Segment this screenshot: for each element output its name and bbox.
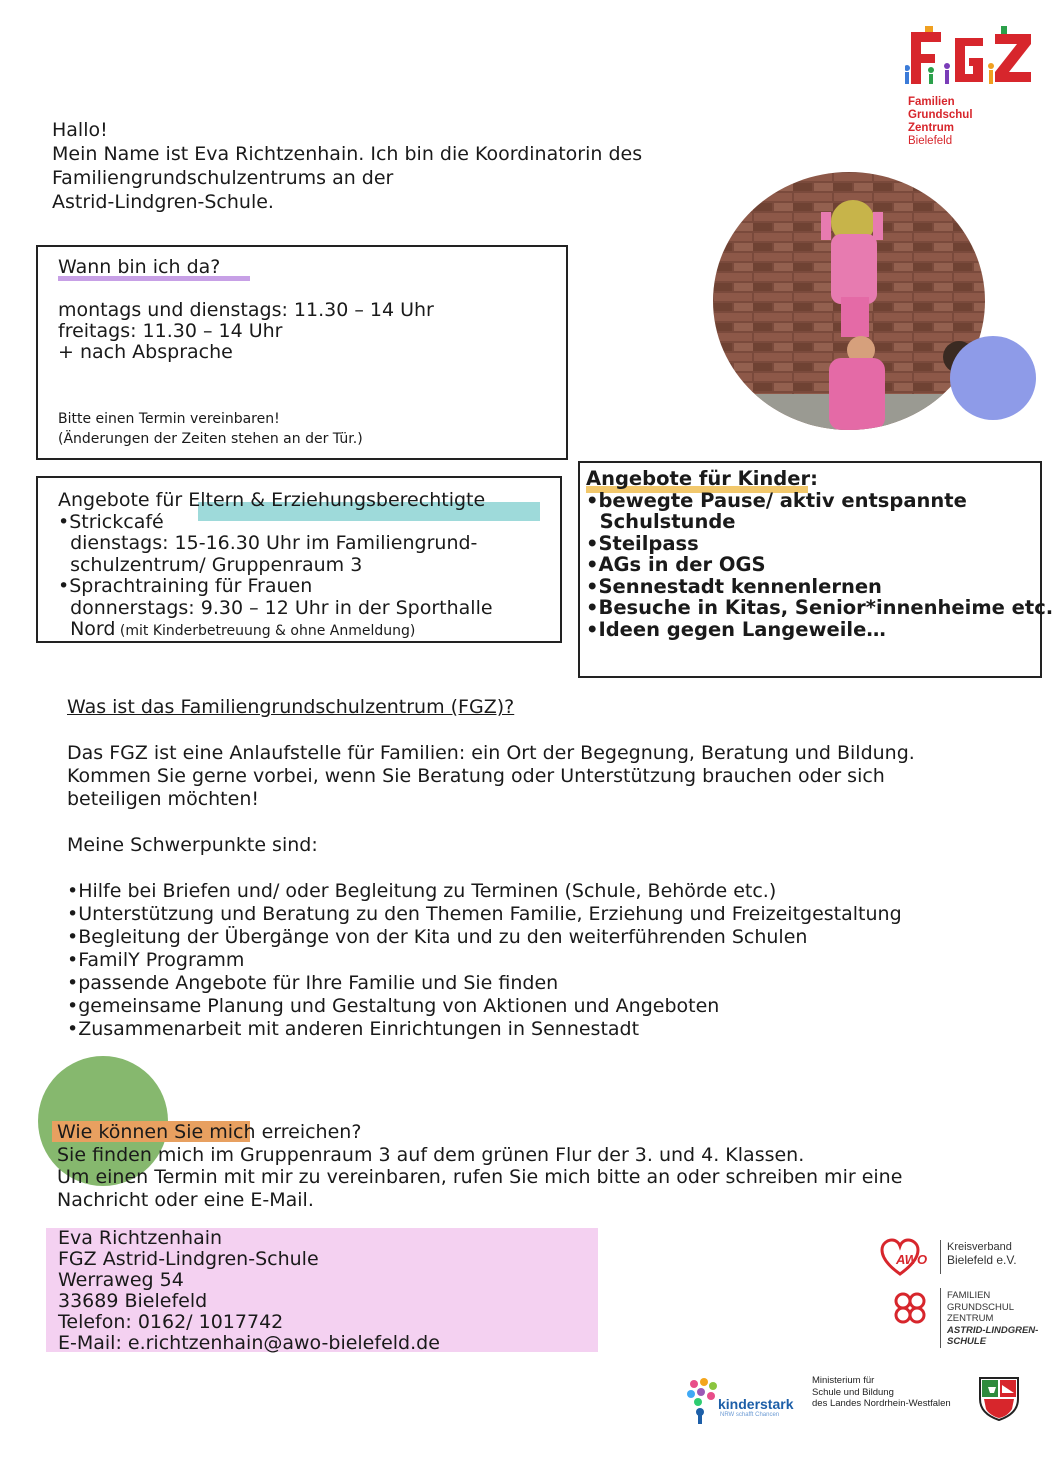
intro-line: Hallo! [52,119,108,141]
about-paragraph-line: Das FGZ ist eine Anlaufstelle für Familien: ein Ort der Begegnung, Beratung und Bildung. [67,742,915,764]
contact-city: 33689 Bielefeld [58,1290,208,1312]
parents-offer-line: dienstags: 15-16.30 Uhr im Familiengrund- [58,532,478,554]
note-line: Bitte einen Termin vereinbaren! [58,411,280,427]
divider [940,1240,941,1274]
focus-item: •FamilY Programm [67,949,245,971]
contact-block [58,1228,440,1354]
office-hours-list [58,300,434,363]
kids-offer-item: •Steilpass [586,531,699,555]
parents-offer-line-last [58,619,493,643]
office-hours-note [58,409,363,449]
contact-name: Eva Richtzenhain [58,1227,223,1249]
kids-offer-item: •AGs in der OGS [586,553,766,576]
logo-caption [908,96,973,148]
focus-item: •Begleitung der Übergänge von der Kita und zu den weiterführenden Schulen [67,926,808,948]
reach-line: Um einen Termin mit mir zu vereinbaren, rufen Sie mich bitte an oder schreiben mir eine [57,1166,903,1188]
focus-item: •Unterstützung und Beratung zu den Themen Familie, Erziehung und Freizeitgestaltung [67,903,902,925]
parents-offers-content [58,490,493,643]
reach-line: Sie finden mich im Gruppenraum 3 auf dem grünen Flur der 3. und 4. Klassen. [57,1143,805,1166]
contact-phone[interactable]: Telefon: 0162/ 1017742 [58,1311,284,1333]
logo-caption-line: Bielefeld [908,135,953,147]
divider [940,1288,941,1348]
logo-caption-line: Zentrum [908,122,954,134]
parents-offer-line: schulzentrum/ Gruppenraum 3 [58,553,363,576]
kids-offer-item: •Ideen gegen Langeweile… [586,617,886,641]
note-line: (Änderungen der Zeiten stehen an der Tür.) [58,431,363,447]
focus-heading: Meine Schwerpunkte sind: [67,834,318,856]
kids-offer-item: Schulstunde [586,510,736,533]
parents-offer-line: donnerstags: 9.30 – 12 Uhr in der Sporthalle [58,596,493,619]
focus-item: •gemeinsame Planung und Gestaltung von Aktionen und Angeboten [67,995,720,1017]
ministry-label-line: Schule und Bildung [812,1386,894,1398]
kids-offer-item: •bewegte Pause/ aktiv entspannte [586,488,967,512]
awo-mark-text: AWO [896,1252,928,1267]
fgz-school-label-line: ASTRID-LINDGREN- [947,1324,1039,1336]
contact-email[interactable]: E-Mail: e.richtzenhain@awo-bielefeld.de [58,1332,440,1354]
fgz-school-label-line: ZENTRUM [947,1313,994,1324]
intro-line: Mein Name ist Eva Richtzenhain. Ich bin die Koordinatorin des [52,143,643,165]
office-hours-heading-wrap [58,256,220,278]
intro-line: Astrid-Lindgren-Schule. [52,191,274,213]
office-hours-line: montags und dienstags: 11.30 – 14 Uhr [58,299,434,321]
fgz-school-label [947,1290,1038,1348]
focus-item: •passende Angebote für Ihre Familie und Sie finden [67,972,559,994]
parents-offers-heading: Angebote für Eltern & Erziehungsberechtigte [58,489,486,511]
logo-caption-line: Familien [908,96,955,108]
kinderstark-subtitle: NRW schafft Chancen [720,1412,780,1418]
logo-caption-line: Grundschul [908,109,973,121]
fgz-school-label-line: FAMILIEN [947,1290,991,1301]
nrw-coat-of-arms-icon [976,1375,1022,1421]
reach-heading: Wie können Sie mich erreichen? [57,1121,362,1143]
awo-label-line: Bielefeld e.V. [947,1253,1017,1267]
intro-text [52,118,642,214]
intro-line: Familiengrundschulzentrums an der [52,167,394,189]
focus-item: •Zusammenarbeit mit anderen Einrichtungen in Sennestadt [67,1018,640,1040]
about-paragraph-line: beteiligen möchten! [67,788,259,810]
kids-offer-item: •Sennestadt kennenlernen [586,574,882,598]
awo-heart-icon [880,1238,938,1278]
decorative-blue-circle [950,336,1036,420]
parents-offer-line-main: Nord [58,618,116,640]
contact-organization: FGZ Astrid-Lindgren-Schule [58,1248,319,1270]
about-heading: Was ist das Familiengrundschulzentrum (FGZ)? [67,696,515,718]
ministry-label-line: Ministerium für [812,1375,875,1386]
reach-section [57,1121,902,1211]
about-paragraph-line: Kommen Sie gerne vorbei, wenn Sie Beratung oder Unterstützung brauchen oder sich [67,765,885,787]
ministry-label [812,1375,951,1410]
parents-offer-line: •Sprachtraining für Frauen [58,575,313,597]
kinderstark-icon [686,1378,720,1424]
office-hours-line: + nach Absprache [58,341,233,363]
brick-wall-photo-image [713,172,985,430]
reach-line: Nachricht oder eine E-Mail. [57,1188,314,1211]
awo-label-line: Kreisverband [947,1241,1012,1253]
ministry-label-line: des Landes Nordrhein-Westfalen [812,1398,951,1409]
office-hours-line: freitags: 11.30 – 14 Uhr [58,320,283,342]
portrait-photo [713,172,985,430]
office-hours-heading: Wann bin ich da? [58,256,221,278]
kids-offers-content [586,468,1053,640]
fgz-school-label-line: GRUNDSCHUL [947,1301,1015,1313]
parents-offer-line: •Strickcafé [58,510,164,533]
contact-street: Werraweg 54 [58,1269,184,1291]
kids-offer-item: •Besuche in Kitas, Senior*innenheime etc. [586,596,1054,619]
fgz-school-icon [892,1290,932,1326]
focus-item: •Hilfe bei Briefen und/ oder Begleitung zu Terminen (Schule, Behörde etc.) [67,880,777,902]
fgz-logo [905,26,1035,90]
awo-label [947,1241,1017,1267]
kinderstark-label: kinderstark [718,1396,794,1412]
kids-offers-heading: Angebote für Kinder: [586,467,818,490]
fgz-school-label-line: SCHULE [947,1336,987,1347]
about-section [67,696,915,1041]
parents-offer-line-small: (mit Kinderbetreuung & ohne Anmeldung) [115,623,416,639]
